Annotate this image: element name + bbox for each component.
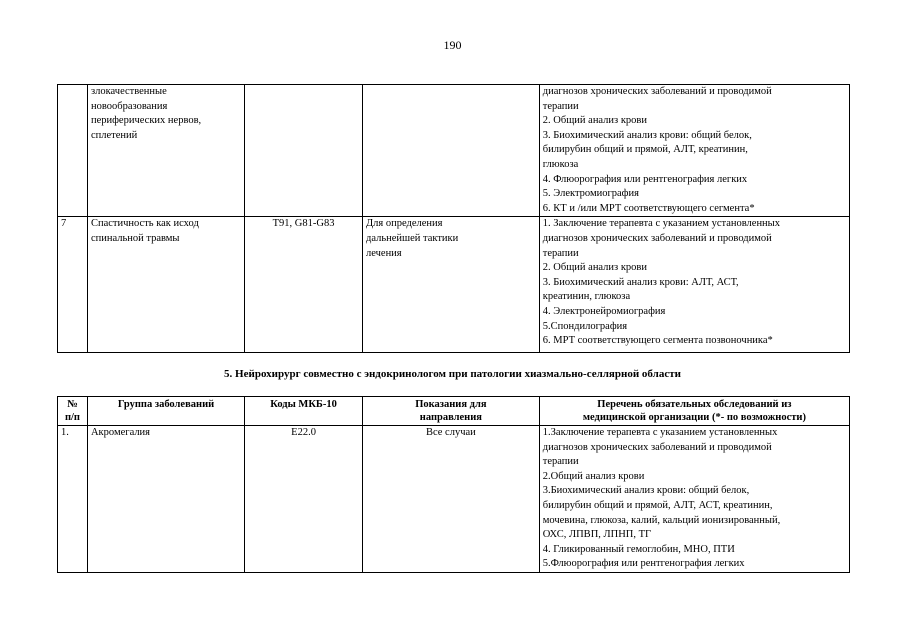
table-header-row — [58, 397, 850, 426]
examinations-cell: 1. Заключение терапевта с указанием установленных диагнозов хронических заболеваний и проводимой терапии 2. Общий анализ крови 3. Биохимический анализ крови: АЛТ, АСТ, креатинин, глюкоза 4. Электронейромиография 5.Спондилография 6. МРТ соответствующего сегмента позвоночника* — [539, 217, 849, 353]
icd-codes-cell: T91, G81-G83 — [245, 217, 363, 353]
examinations-cell: 1.Заключение терапевта с указанием установленных диагнозов хронических заболеваний и проводимой терапии 2.Общий анализ крови 3.Биохимический анализ крови: общий белок, билирубин общий и прямой, АЛТ, АСТ, креатинин, мочевина, глюкоза, калий, кальций ионизированный, ОХС, ЛПВП, ЛПНП, ТГ 4. Гликированный гемоглобин, МНО, ПТИ 5.Флюорография или рентгенография легких — [539, 426, 849, 573]
table-row — [58, 426, 850, 573]
examinations-cell: диагнозов хронических заболеваний и проводимой терапии 2. Общий анализ крови 3. Биохимический анализ крови: общий белок, билирубин общий и прямой, АЛТ, креатинин, глюкоза 4. Флюорография или рентгенография легких 5. Электромиография 6. КТ и /или МРТ соответствующего сегмента* — [539, 85, 849, 217]
page-number: 190 — [443, 38, 462, 52]
disease-group-cell: злокачественные новообразования периферических нервов, сплетений — [87, 85, 244, 217]
icd-codes-cell — [245, 85, 363, 217]
indication-cell: Все случаи — [362, 426, 539, 573]
row-number-cell: 7 — [58, 217, 88, 353]
row-number-cell: 1. — [58, 426, 88, 573]
header-indication: Показания для направления — [362, 397, 539, 426]
header-examinations: Перечень обязательных обследований из медицинской организации (*- по возможности) — [539, 397, 849, 426]
header-number: № п/п — [58, 397, 88, 426]
disease-group-cell: Акромегалия — [87, 426, 244, 573]
table-row — [58, 85, 850, 217]
indication-cell — [362, 85, 539, 217]
indication-cell: Для определения дальнейшей тактики лечения — [362, 217, 539, 353]
continuation-table — [57, 84, 850, 353]
header-icd-codes: Коды МКБ-10 — [245, 397, 363, 426]
disease-group-cell: Спастичность как исход спинальной травмы — [87, 217, 244, 353]
header-disease-group: Группа заболеваний — [87, 397, 244, 426]
table-row — [58, 217, 850, 353]
referral-table — [57, 396, 850, 573]
row-number-cell — [58, 85, 88, 217]
section-title: 5. Нейрохирург совместно с эндокринологом при патологии хиазмально-селлярной области — [224, 368, 681, 380]
icd-codes-cell: E22.0 — [245, 426, 363, 573]
